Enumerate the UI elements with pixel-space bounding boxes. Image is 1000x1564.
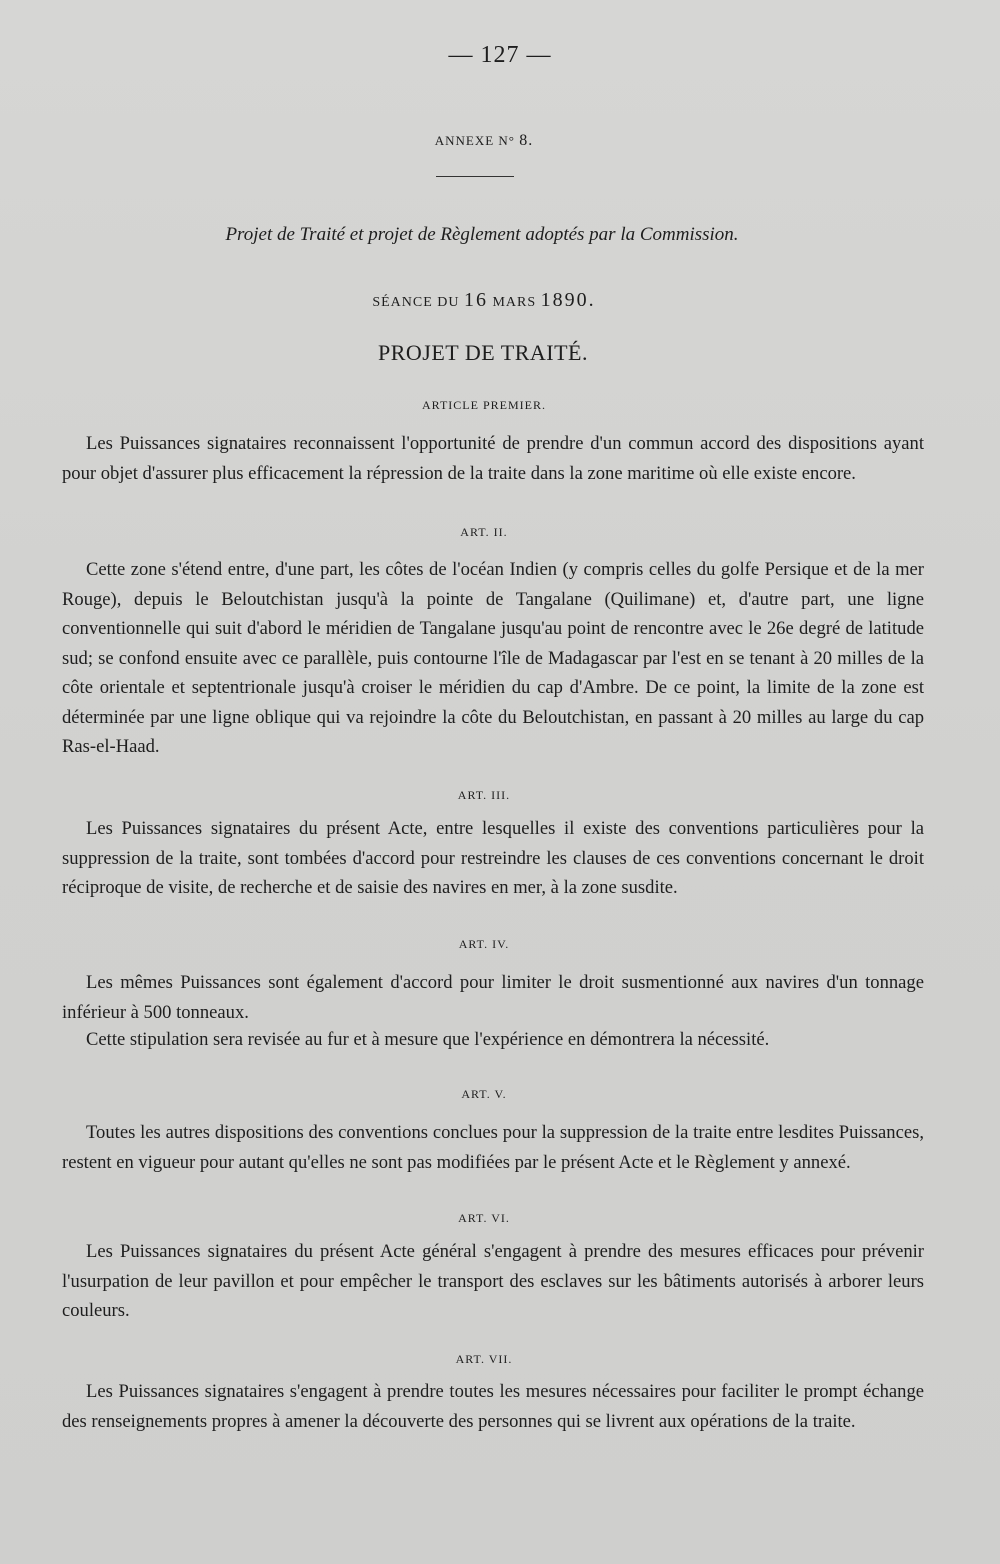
divider-rule — [436, 176, 514, 177]
seance-year: 1890. — [540, 289, 596, 311]
article-heading: ARTICLE PREMIER. — [422, 398, 546, 412]
annex-prefix: ANNEXE N° — [434, 133, 516, 148]
seance-prefix: SÉANCE DU — [372, 295, 460, 310]
seance-day: 16 — [463, 289, 488, 311]
article-heading: ART. V. — [461, 1087, 507, 1101]
article-heading: ART. II. — [460, 525, 508, 539]
article-paragraph: Les Puissances signataires du présent Acte, entre lesquelles il existe des conventions particulières pour la suppression de la traite, sont tombées d'accord pour restreindre les clauses de ces conventions concernant le droit réciproque de visite, de recherche et de saisie des navires en mer, à la zone susdite. — [62, 818, 924, 898]
article-paragraph: Les Puissances signataires s'engagent à prendre toutes les mesures nécessaires pour faciliter le prompt échange des renseignements propres à amener la découverte des personnes qui se livrent aux opérations de la traite. — [62, 1381, 924, 1432]
article-heading: ART. VII. — [455, 1352, 513, 1366]
article-paragraph: Les mêmes Puissances sont également d'accord pour limiter le droit susmentionné aux navires d'un tonnage inférieur à 500 tonneaux. — [62, 972, 924, 1023]
article-paragraph: Cette zone s'étend entre, d'une part, les côtes de l'océan Indien (y compris celles du golfe Persique et de la mer Rouge), depuis le Beloutchistan jusqu'à la pointe de Tangalane (Quilimane) et, d'autre part, une ligne conventionnelle qui suit d'abord le méridien de Tangalane jusqu'au point de rencontre avec le 26e degré de latitude sud; se confond ensuite avec ce parallèle, puis contourne l'île de Madagascar par l'est en se tenant à 20 milles de la côte orientale et septentrionale jusqu'à croiser le méridien du cap d'Ambre. De ce point, la limite de la zone est déterminée par une ligne oblique qui va rejoindre la côte du Beloutchistan, en passant à 20 milles au large du cap Ras-el-Haad. — [62, 559, 924, 757]
article-paragraph: Cette stipulation sera revisée au fur et à mesure que l'expérience en démontrera la nécessité. — [86, 1029, 770, 1050]
seance-date — [0, 289, 968, 312]
seance-month: MARS — [492, 295, 537, 310]
article-paragraph: Toutes les autres dispositions des conventions conclues pour la suppression de la traite entre lesdites Puissances, restent en vigueur pour autant qu'elles ne sont pas modifiées par le présent Acte et le Règlement y annexé. — [62, 1122, 924, 1173]
project-title: Projet de Traité et projet de Règlement adoptés par la Commission. — [225, 224, 739, 245]
article-paragraph: Les Puissances signataires reconnaissent l'opportunité de prendre d'un commun accord des dispositions ayant pour objet d'assurer plus efficacement la répression de la traite dans la zone maritime où elle existe encore. — [62, 433, 924, 484]
page-number: — 127 — — [448, 42, 552, 68]
article-heading: ART. III. — [457, 788, 511, 802]
annex-label — [0, 132, 968, 150]
article-heading: ART. IV. — [458, 937, 510, 951]
annex-number: 8. — [519, 132, 534, 149]
article-paragraph: Les Puissances signataires du présent Acte général s'engagent à prendre des mesures efficaces pour prévenir l'usurpation de leur pavillon et pour empêcher le transport des esclaves sur les bâtiments autorisés à arborer leurs couleurs. — [62, 1241, 924, 1321]
article-heading: ART. VI. — [458, 1211, 510, 1225]
main-heading: PROJET DE TRAITÉ. — [378, 340, 588, 365]
